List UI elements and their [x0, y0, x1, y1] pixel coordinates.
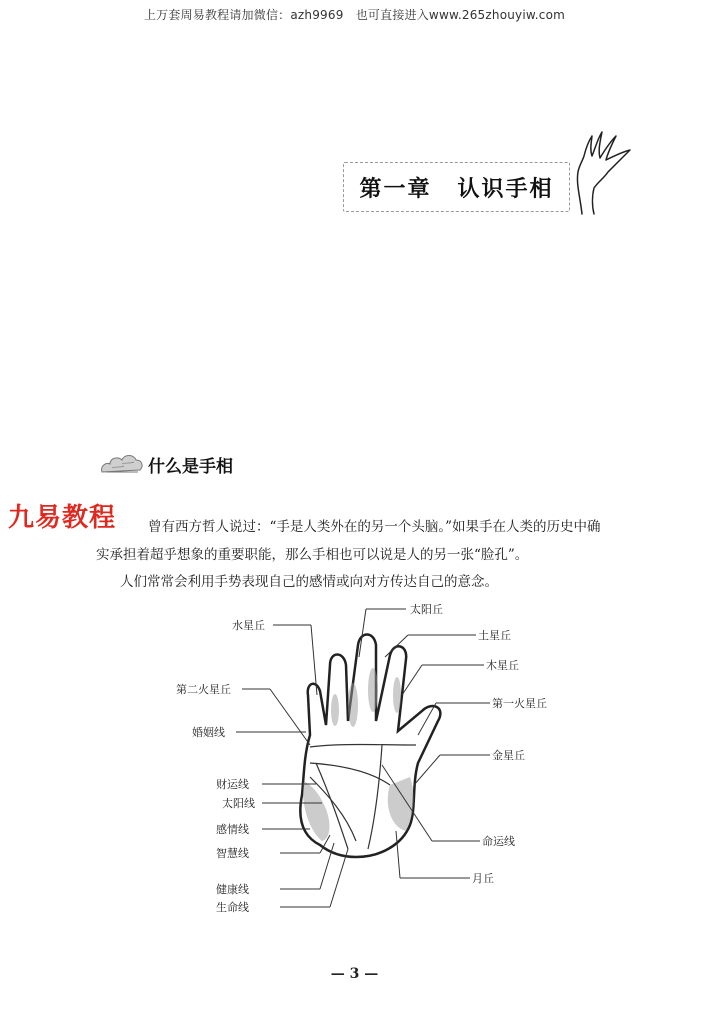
label-second-mars-mound: 第二火星丘 — [176, 683, 231, 696]
paragraph-line: 曾有西方哲人说过：“手是人类外在的另一个头脑。”如果手在人类的历史中确 — [148, 519, 601, 535]
label-sun-line: 太阳线 — [222, 797, 255, 810]
page-number: — 3 — — [330, 966, 379, 982]
cloud-icon — [98, 450, 144, 476]
label-marriage-line: 婚姻线 — [192, 726, 225, 739]
section-title: 什么是手相 — [148, 457, 233, 477]
label-saturn-mound: 土星丘 — [478, 629, 511, 642]
paragraph-line: 实承担着超乎想象的重要职能，那么手相也可以说是人的另一张“脸孔”。 — [96, 547, 529, 563]
watermark-logo: 九易教程 — [8, 503, 117, 533]
label-life-line: 生命线 — [216, 901, 249, 914]
label-health-line: 健康线 — [216, 883, 249, 896]
paragraph: 人们常常会利用手势表现自己的感情或向对方传达自己的意念。 — [120, 574, 498, 590]
label-fate-line: 命运线 — [482, 835, 515, 848]
label-first-mars-mound: 第一火星丘 — [492, 697, 547, 710]
label-jupiter-mound: 木星丘 — [486, 659, 519, 672]
chapter-number: 第一章 — [359, 176, 432, 202]
label-wealth-line: 财运线 — [216, 778, 249, 791]
label-heart-line: 感情线 — [216, 823, 249, 836]
label-moon-mound: 月丘 — [472, 872, 494, 885]
raised-hand-icon — [570, 126, 636, 216]
label-head-line: 智慧线 — [216, 847, 249, 860]
palm-diagram — [170, 595, 570, 925]
chapter-title: 认识手相 — [457, 176, 554, 202]
header-banner: 上万套周易教程请加微信：azh9969 也可直接进入www.265zhouyiw.com — [143, 8, 566, 22]
heart-line-mark — [310, 745, 416, 748]
label-venus-mound: 金星丘 — [492, 749, 525, 762]
label-sun-mound: 太阳丘 — [410, 603, 443, 616]
label-mercury-mound: 水星丘 — [232, 619, 265, 632]
chapter-heading — [343, 162, 570, 212]
